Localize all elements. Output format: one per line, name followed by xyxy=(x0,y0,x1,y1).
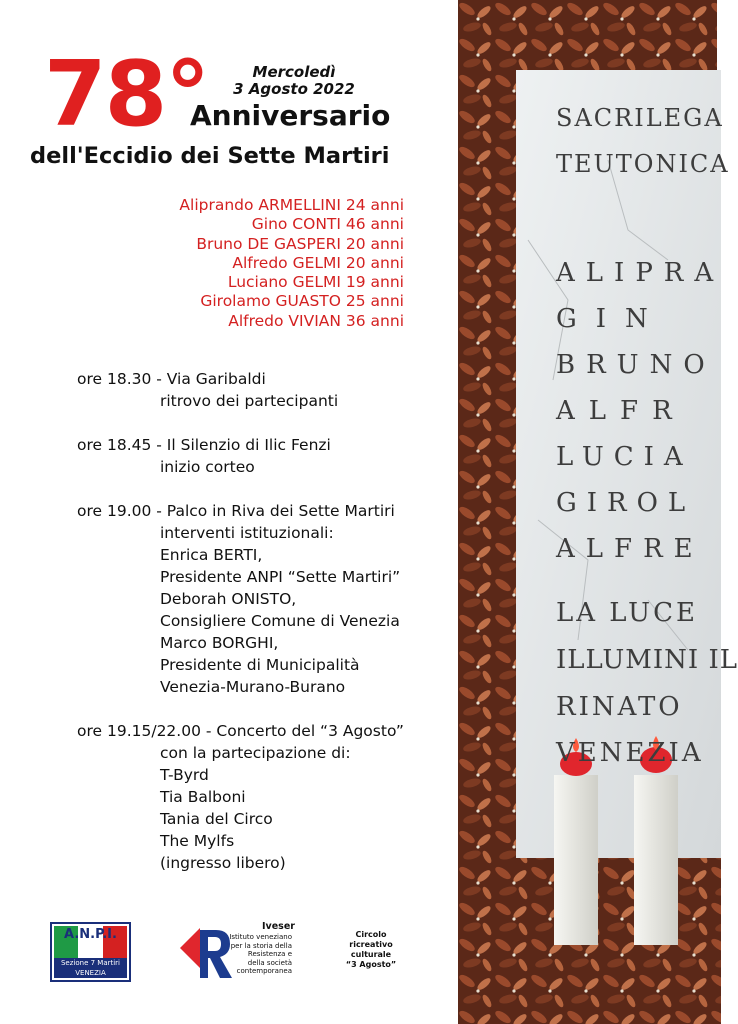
anpi-subtitle xyxy=(54,958,127,978)
schedule-detail: The Mylfs xyxy=(160,832,235,850)
schedule-detail: Marco BORGHI, xyxy=(160,634,279,652)
anpi-title: A.N.P.I. xyxy=(64,927,117,942)
schedule-item xyxy=(77,500,404,698)
anpi-city: VENEZIA xyxy=(75,969,106,977)
schedule-time: ore 18.45 - Il Silenzio di Ilic Fenzi xyxy=(77,436,331,454)
anpi-logo xyxy=(50,922,131,982)
martyr-name: Gino CONTI 46 anni xyxy=(251,215,404,234)
schedule-detail: Enrica BERTI, xyxy=(160,546,263,564)
schedule-detail: ritrovo dei partecipanti xyxy=(160,392,339,410)
plaque-line: ILLUMINI IL xyxy=(556,645,738,675)
martyr-name: Bruno DE GASPERI 20 anni xyxy=(196,234,404,253)
iveser-description xyxy=(226,933,292,976)
martyr-name: Alfredo VIVIAN 36 anni xyxy=(228,311,404,330)
schedule-item xyxy=(77,368,404,412)
plaque-inscription xyxy=(556,0,738,1024)
circolo-line: ricreativo xyxy=(349,940,393,949)
event-date-text: 3 Agosto 2022 xyxy=(233,80,355,98)
martyr-name: Luciano GELMI 19 anni xyxy=(227,273,404,292)
martyr-name: Alfredo GELMI 20 anni xyxy=(232,253,404,272)
schedule-detail: interventi istituzionali: xyxy=(160,524,334,542)
plaque-line: ALFRE xyxy=(556,534,704,564)
schedule-item xyxy=(77,434,404,478)
plaque-line: BRUNO xyxy=(556,350,716,380)
plaque-line: VENEZIA xyxy=(556,738,704,768)
martyr-name: Aliprando ARMELLINI 24 anni xyxy=(179,196,404,214)
plaque-line: LUCIA xyxy=(556,442,693,472)
schedule-detail: Consigliere Comune di Venezia xyxy=(160,612,400,630)
plaque-line: SACRILEGA xyxy=(556,104,724,132)
schedule-detail: inizio corteo xyxy=(160,458,255,476)
schedule-time: ore 19.00 - Palco in Riva dei Sette Martiri xyxy=(77,502,395,520)
plaque-line: GIROL xyxy=(556,488,696,518)
plaque-line: GIN xyxy=(556,304,667,334)
circolo-logo xyxy=(336,930,406,970)
event-weekday: Mercoledì xyxy=(252,63,336,81)
event-schedule xyxy=(77,368,404,896)
schedule-detail: Tania del Circo xyxy=(160,810,273,828)
martyr-name: Girolamo GUASTO 25 anni xyxy=(200,292,404,311)
martyrs-list xyxy=(179,196,404,331)
iveser-name: Iveser xyxy=(262,921,295,932)
schedule-time: ore 18.30 - Via Garibaldi xyxy=(77,370,266,388)
schedule-detail: Deborah ONISTO, xyxy=(160,590,297,608)
schedule-detail: con la partecipazione di: xyxy=(160,744,351,762)
anniversary-heading: Anniversario xyxy=(190,99,391,132)
schedule-time: ore 19.15/22.00 - Concerto del “3 Agosto” xyxy=(77,722,404,740)
circolo-line: culturale xyxy=(350,950,392,959)
schedule-item xyxy=(77,720,404,874)
iveser-desc-line: per la storia della xyxy=(230,941,292,950)
anniversary-number: 78° xyxy=(44,42,209,147)
plaque-line: ALIPRA xyxy=(556,258,725,288)
schedule-detail: Tia Balboni xyxy=(160,788,246,806)
page-title: dell'Eccidio dei Sette Martiri xyxy=(30,143,390,169)
circolo-line: “3 Agosto” xyxy=(345,960,397,969)
plaque-line: ALFR xyxy=(556,396,686,426)
iveser-desc-line: Istituto veneziano xyxy=(229,933,292,941)
plaque-line: LA LUCE xyxy=(556,598,698,628)
event-date xyxy=(228,64,360,98)
anpi-section: Sezione 7 Martiri xyxy=(60,959,121,967)
iveser-desc-line: contemporanea xyxy=(236,967,292,976)
schedule-detail: T-Byrd xyxy=(160,766,209,784)
circolo-line: Circolo xyxy=(355,930,387,939)
schedule-detail: (ingresso libero) xyxy=(160,854,286,872)
iveser-desc-line: della società xyxy=(247,958,292,967)
schedule-detail: Venezia-Murano-Burano xyxy=(160,678,346,696)
iveser-desc-line: Resistenza e xyxy=(247,950,292,959)
schedule-detail: Presidente ANPI “Sette Martiri” xyxy=(160,568,401,586)
plaque-line: TEUTONICA xyxy=(556,150,730,178)
plaque-line: RINATO xyxy=(556,692,683,722)
schedule-detail: Presidente di Municipalità xyxy=(160,656,360,674)
